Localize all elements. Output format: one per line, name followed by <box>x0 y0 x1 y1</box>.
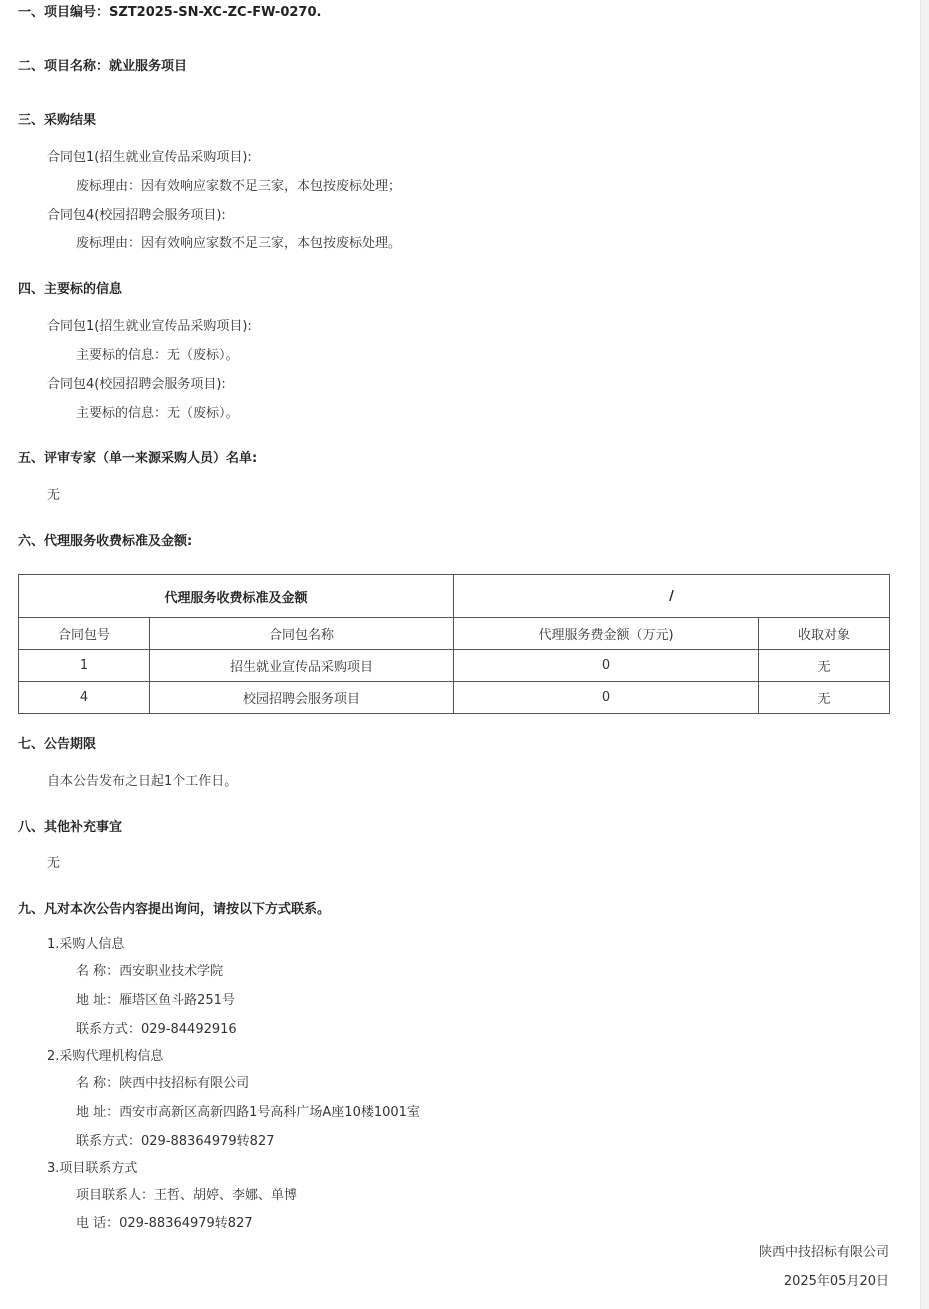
purchaser-info-title: 1.采购人信息 <box>47 937 125 952</box>
fee-column-amount: 代理服务费金额（万元) <box>454 618 759 650</box>
section-title-procurement-result: 三、采购结果 <box>18 113 97 128</box>
section-title-main-subject: 四、主要标的信息 <box>18 282 123 297</box>
fee-cell-package-no: 1 <box>19 650 150 682</box>
other-matters-value: 无 <box>47 856 61 871</box>
project-number-value: SZT2025-SN-XC-ZC-FW-0270. <box>109 5 322 20</box>
notice-period-value: 自本公告发布之日起1个工作日。 <box>47 774 238 789</box>
fee-cell-package-no: 4 <box>19 682 150 714</box>
section-title-contact: 九、凡对本次公告内容提出询问，请按以下方式联系。 <box>18 902 331 917</box>
section-title-notice-period: 七、公告期限 <box>18 737 97 752</box>
section-title-agency-fee: 六、代理服务收费标准及金额: <box>18 534 193 549</box>
section-title-experts: 五、评审专家（单一来源采购人员）名单: <box>18 451 258 466</box>
fee-cell-payer: 无 <box>759 650 890 682</box>
project-contact-phone: 电 话：029-88364979转827 <box>76 1216 253 1231</box>
fee-cell-amount: 0 <box>454 682 759 714</box>
signature-date: 2025年05月20日 <box>783 1274 889 1289</box>
fee-column-package-name: 合同包名称 <box>150 618 454 650</box>
table-row <box>19 682 890 714</box>
fee-table-header-row <box>19 575 890 618</box>
section-title-other-matters: 八、其他补充事宜 <box>18 820 123 835</box>
fee-table-header-value: / <box>454 575 890 618</box>
project-contact-people: 项目联系人：王哲、胡婷、李娜、单博 <box>76 1188 298 1203</box>
signature-company: 陕西中技招标有限公司 <box>758 1245 889 1260</box>
scrollbar-track[interactable] <box>920 0 929 1309</box>
agency-address: 地 址：西安市高新区高新四路1号高科广场A座10楼1001室 <box>76 1105 420 1120</box>
purchaser-name: 名 称：西安职业技术学院 <box>76 964 224 979</box>
project-contact-title: 3.项目联系方式 <box>47 1161 138 1176</box>
fee-cell-payer: 无 <box>759 682 890 714</box>
subject-package-4-info: 主要标的信息：无（废标）。 <box>76 406 239 421</box>
purchaser-address: 地 址：雁塔区鱼斗路251号 <box>76 993 235 1008</box>
agency-info-title: 2.采购代理机构信息 <box>47 1049 164 1064</box>
project-number-label: 一、项目编号： <box>18 5 110 20</box>
fee-cell-amount: 0 <box>454 650 759 682</box>
project-name-row <box>18 58 187 76</box>
fee-cell-package-name: 招生就业宣传品采购项目 <box>150 650 454 682</box>
project-name-value: 就业服务项目 <box>109 59 188 74</box>
subject-package-4: 合同包4(校园招聘会服务项目): <box>47 377 226 392</box>
result-package-4: 合同包4(校园招聘会服务项目): <box>47 208 226 223</box>
project-name-label: 二、项目名称： <box>18 59 110 74</box>
agency-fee-table <box>18 574 890 714</box>
result-package-1: 合同包1(招生就业宣传品采购项目): <box>47 150 252 165</box>
result-package-1-reason: 废标理由：因有效响应家数不足三家，本包按废标处理； <box>76 179 402 194</box>
fee-table-column-row <box>19 618 890 650</box>
agency-phone: 联系方式：029-88364979转827 <box>76 1134 275 1149</box>
subject-package-1: 合同包1(招生就业宣传品采购项目): <box>47 319 252 334</box>
fee-table-header-label: 代理服务收费标准及金额 <box>19 575 454 618</box>
table-row <box>19 650 890 682</box>
purchaser-phone: 联系方式：029-84492916 <box>76 1022 237 1037</box>
fee-column-payer: 收取对象 <box>759 618 890 650</box>
project-number-row <box>18 4 321 22</box>
fee-column-package-no: 合同包号 <box>19 618 150 650</box>
agency-name: 名 称：陕西中技招标有限公司 <box>76 1076 250 1091</box>
subject-package-1-info: 主要标的信息：无（废标）。 <box>76 348 239 363</box>
experts-value: 无 <box>47 488 61 503</box>
fee-cell-package-name: 校园招聘会服务项目 <box>150 682 454 714</box>
result-package-4-reason: 废标理由：因有效响应家数不足三家，本包按废标处理。 <box>76 236 402 251</box>
